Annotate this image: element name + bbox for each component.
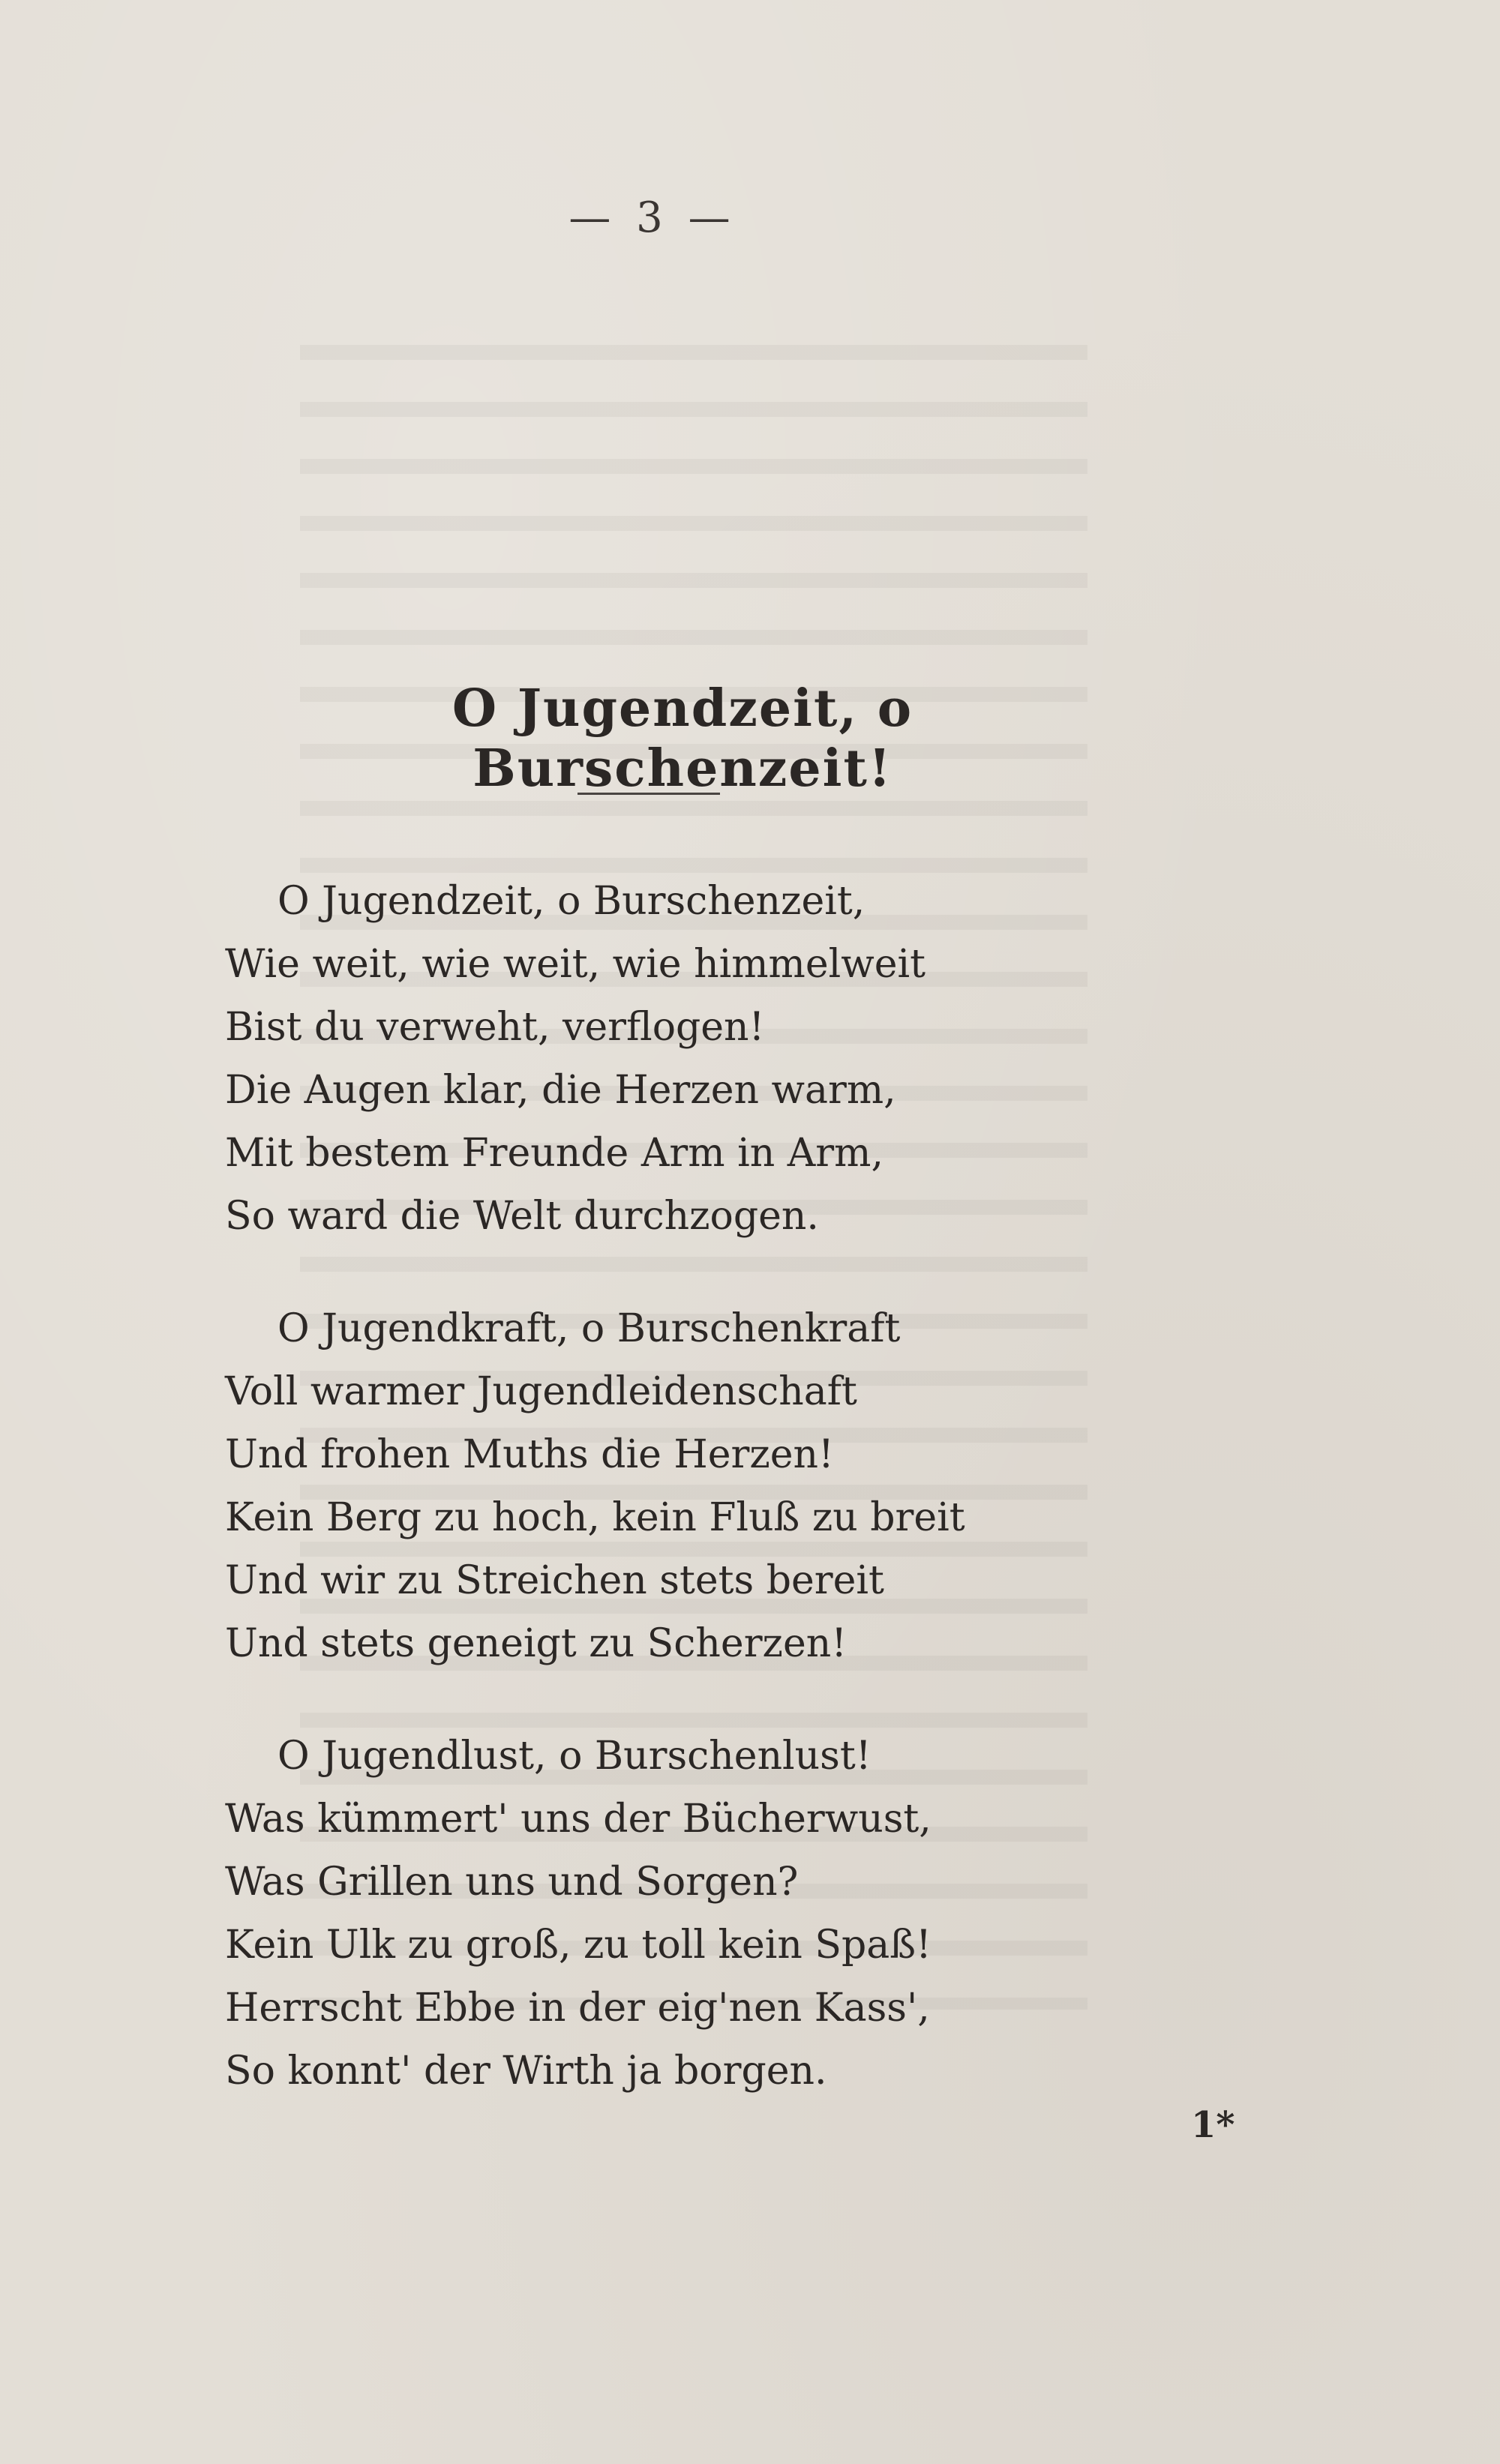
verse-line: Was kümmert' uns der Bücherwust,	[225, 1797, 932, 1842]
verse-line: Und frohen Muths die Herzen!	[225, 1432, 834, 1477]
verse-line: Bist du verweht, verflogen!	[225, 1005, 765, 1050]
verse-line: Mit bestem Freunde Arm in Arm,	[225, 1131, 884, 1176]
verse-line: Und stets geneigt zu Scherzen!	[225, 1621, 848, 1666]
stanza-2	[225, 1297, 1125, 1675]
verse-line: Was Grillen uns und Sorgen?	[225, 1860, 799, 1905]
verse-line: Herrscht Ebbe in der eig'nen Kass',	[225, 1986, 930, 2031]
verse-line: Voll warmer Jugendleidenschaft	[225, 1369, 857, 1414]
verse-line: O Jugendkraft, o Burschenkraft	[278, 1306, 901, 1351]
stanza-3	[225, 1725, 1125, 2103]
verse-line: So ward die Welt durchzogen.	[225, 1194, 819, 1239]
signature-mark: 1*	[1191, 2104, 1235, 2146]
poem-title: O Jugendzeit, o Burschenzeit!	[452, 679, 914, 799]
verse-line: Kein Ulk zu groß, zu toll kein Spaß!	[225, 1923, 932, 1968]
verse-line: O Jugendzeit, o Burschenzeit,	[278, 879, 866, 924]
page-number: — 3 —	[568, 193, 736, 242]
verse-line: Wie weit, wie weit, wie himmelweit	[225, 942, 926, 987]
verse-line: Und wir zu Streichen stets bereit	[225, 1558, 884, 1603]
verse-line: Kein Berg zu hoch, kein Fluß zu breit	[225, 1495, 965, 1540]
verse-line: So konnt' der Wirth ja borgen.	[225, 2049, 827, 2094]
stanza-1	[225, 870, 1125, 1248]
title-divider	[578, 793, 720, 795]
verse-line: O Jugendlust, o Burschenlust!	[278, 1734, 872, 1779]
verse-line: Die Augen klar, die Herzen warm,	[225, 1068, 896, 1113]
